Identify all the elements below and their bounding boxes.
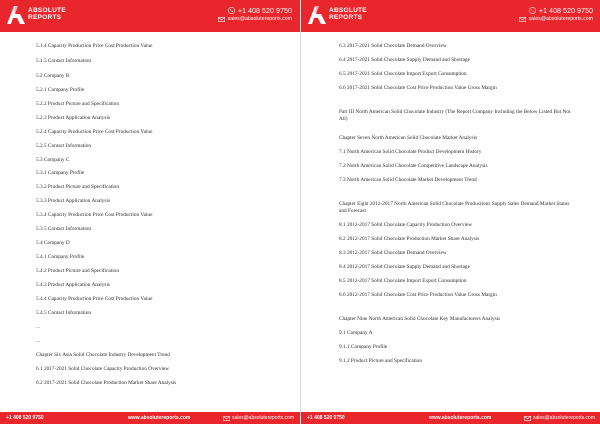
- toc-chapter-heading: Chapter Seven North American Solid Chocolate Market Analysis: [339, 135, 478, 141]
- toc-entry: 6.6 2017-2021 Solid Chocolate Cost Price Production Value Gross Margin: [339, 85, 497, 91]
- toc-entry: 5.3.4 Capacity Production Price Cost Production Value: [36, 212, 153, 218]
- brand-name: [329, 7, 367, 22]
- footer-website[interactable]: www.absolutereports.com: [429, 415, 492, 421]
- brand-logo[interactable]: [307, 5, 397, 27]
- page-header: [301, 0, 600, 32]
- toc-ellipsis: ...: [36, 338, 40, 344]
- toc-ellipsis: ...: [36, 324, 40, 330]
- toc-entry: 5.4 Company D: [36, 240, 70, 246]
- toc-entry: 5.2.2 Product Picture and Specification: [36, 101, 119, 107]
- absolute-reports-logo-icon: [307, 5, 327, 25]
- toc-entry: 7.1 North American Solid Chocolate Product Development History: [339, 149, 482, 155]
- toc-entry: 5.2.3 Product Application Analysis: [36, 115, 111, 121]
- mail-icon: [524, 416, 531, 421]
- toc-entry: 5.1.5 Contact Information: [36, 58, 92, 64]
- brand-logo[interactable]: [6, 5, 96, 27]
- toc-entry: 8.5 2012-2017 Solid Chocolate Import Export Consumption: [339, 278, 467, 284]
- header-email[interactable]: [218, 15, 292, 23]
- toc-chapter-heading: Chapter Nine North American Solid Chocolate Key Manufacturers Analysis: [339, 316, 501, 322]
- toc-entry: 5.2 Company B: [36, 73, 70, 79]
- toc-entry: 5.2.4 Capacity Production Price Cost Production Value: [36, 129, 153, 135]
- page-footer: [0, 412, 300, 424]
- toc-list: [36, 43, 276, 387]
- toc-chapter-heading: Chapter Six Asia Solid Chocolate Industry Development Trend: [36, 352, 170, 358]
- footer-email-text: sales@absolutereports.com: [532, 415, 595, 421]
- toc-entry: 5.3.2 Product Picture and Specification: [36, 184, 119, 190]
- toc-entry: 9.1 Company A: [339, 330, 373, 336]
- page-footer: [301, 412, 600, 424]
- toc-entry: 6.4 2017-2021 Solid Chocolate Supply Demand and Shortage: [339, 57, 470, 63]
- toc-list: [339, 43, 571, 365]
- toc-entry: 8.1 2012-2017 Solid Chocolate Capacity Production Overview: [339, 222, 473, 228]
- header-email-text: sales@absolutereports.com: [227, 16, 292, 22]
- header-contact: [218, 6, 292, 23]
- toc-entry: 5.1.4 Capacity Production Price Cost Production Value: [36, 43, 153, 49]
- toc-entry: 5.4.4 Capacity Production Price Cost Production Value: [36, 296, 153, 302]
- toc-entry: 7.2 North American Solid Chocolate Competitive Landscape Analysis: [339, 163, 488, 169]
- header-phone[interactable]: [218, 6, 292, 15]
- right-page: [300, 0, 600, 424]
- brand-line-1: ABSOLUTE: [329, 7, 367, 14]
- toc-entry: 5.2.5 Contact Information: [36, 143, 92, 149]
- page-header: [0, 0, 300, 32]
- header-email-text: sales@absolutereports.com: [528, 16, 593, 22]
- mail-icon: [218, 17, 225, 22]
- toc-entry: 5.3.1 Company Profile: [36, 170, 85, 176]
- toc-entry: 9.1.2 Product Picture and Specification: [339, 358, 422, 364]
- absolute-reports-logo-icon: [6, 5, 26, 25]
- toc-entry: 5.3.3 Product Application Analysis: [36, 198, 111, 204]
- toc-entry: 6.5 2017-2021 Solid Chocolate Import Export Consumption: [339, 71, 467, 77]
- toc-entry: 9.1.1 Company Profile: [339, 344, 388, 350]
- header-contact: [519, 6, 593, 23]
- footer-phone[interactable]: +1 408 520 9750: [307, 415, 345, 421]
- footer-website[interactable]: www.absolutereports.com: [128, 415, 191, 421]
- toc-entry: 5.2.1 Company Profile: [36, 87, 85, 93]
- toc-part-heading: Part III North American Solid Chocolate Industry (The Report Company Including the Below Listed But Not All): [339, 109, 571, 122]
- toc-entry: 5.4.5 Contact Information: [36, 310, 92, 316]
- toc-entry: 7.3 North American Solid Chocolate Market Development Trend: [339, 177, 477, 183]
- toc-entry: 8.2 2012-2017 Solid Chocolate Production Market Share Analysis: [339, 236, 480, 242]
- footer-email-text: sales@absolutereports.com: [231, 415, 294, 421]
- footer-phone[interactable]: +1 408 520 9750: [6, 415, 44, 421]
- toc-entry: 6.2 2017-2021 Solid Chocolate Production Market Share Analysis: [36, 380, 177, 386]
- phone-icon: [529, 7, 536, 14]
- mail-icon: [519, 17, 526, 22]
- mail-icon: [223, 416, 230, 421]
- header-email[interactable]: [519, 15, 593, 23]
- toc-entry: 5.4.2 Product Picture and Specification: [36, 268, 119, 274]
- header-phone-text: +1 408 520 9750: [538, 6, 593, 15]
- toc-entry: 8.6 2012-2017 Solid Chocolate Cost Price Production Value Gross Margin: [339, 292, 497, 298]
- toc-entry: 5.3 Company C: [36, 157, 70, 163]
- toc-entry: 5.3.5 Contact Information: [36, 226, 92, 232]
- toc-entry: 5.4.1 Company Profile: [36, 254, 85, 260]
- brand-name: [28, 7, 66, 22]
- footer-email[interactable]: [223, 415, 294, 421]
- brand-line-2: REPORTS: [329, 14, 363, 22]
- toc-chapter-heading: Chapter Eight 2012-2017 North American Solid Chocolate Productions Supply Sales Demand Market Status and Forecast: [339, 201, 570, 214]
- toc-entry: 8.3 2012-2017 Solid Chocolate Demand Overview: [339, 250, 447, 256]
- toc-entry: 5.4.3 Product Application Analysis: [36, 282, 111, 288]
- header-phone[interactable]: [519, 6, 593, 15]
- toc-entry: 6.3 2017-2021 Solid Chocolate Demand Overview: [339, 43, 447, 49]
- brand-line-1: ABSOLUTE: [28, 7, 66, 14]
- footer-email[interactable]: [524, 415, 595, 421]
- toc-entry: 6.1 2017-2021 Solid Chocolate Capacity Production Overview: [36, 366, 170, 372]
- phone-icon: [228, 7, 235, 14]
- toc-entry: 8.4 2012-2017 Solid Chocolate Supply Demand and Shortage: [339, 264, 470, 270]
- header-phone-text: +1 408 520 9750: [237, 6, 292, 15]
- brand-line-2: REPORTS: [28, 14, 62, 22]
